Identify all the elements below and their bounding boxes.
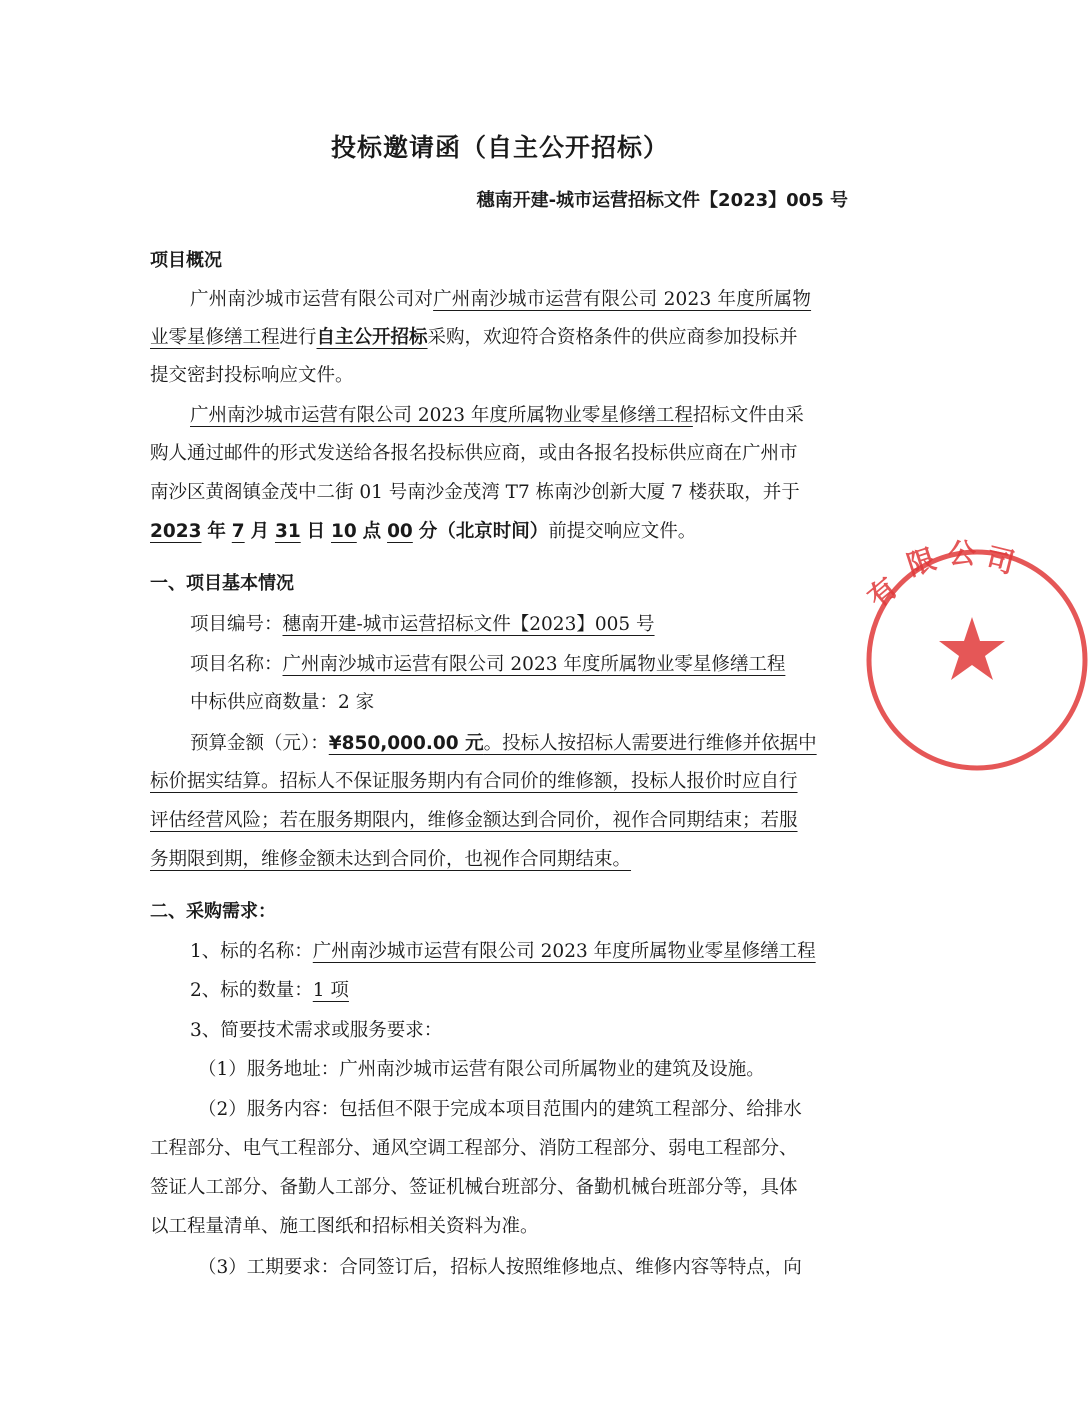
overview-paragraph-2-line-3: 南沙区黄阁镇金茂中二街 01 号南沙金茂湾 T7 栋南沙创新大厦 7 楼获取，并于 (150, 482, 800, 503)
svg-text:有: 有 (861, 570, 904, 615)
sub-item-2-line-1: （2）服务内容：包括但不限于完成本项目范围内的建筑工程部分、给排水 (198, 1099, 802, 1120)
overview-paragraph-1-line-3: 提交密封投标响应文件。 (150, 365, 354, 386)
project-name-link: 广州南沙城市运营有限公司 2023 年度所属物业零星修缮工程 (190, 405, 693, 426)
project-name-value: 广州南沙城市运营有限公司 2023 年度所属物业零星修缮工程 (282, 654, 786, 675)
deadline-year: 2023 (150, 521, 202, 542)
project-code-line (190, 610, 850, 640)
text-segment: 进行 (279, 327, 317, 348)
budget-note: 。投标人按招标人需要进行维修并依据中 (483, 733, 817, 754)
sub-item-2-line-2: 工程部分、电气工程部分、通风空调工程部分、消防工程部分、弱电工程部分、 (150, 1138, 798, 1159)
item-2-label: 2、标的数量： (190, 980, 313, 1001)
overview-paragraph-1-line-2 (150, 323, 850, 353)
sub-item-2-line-4: 以工程量清单、施工图纸和招标相关资料为准。 (150, 1216, 539, 1237)
svg-text:限: 限 (902, 542, 940, 583)
sub-item-3-line-1: （3）工期要求：合同签订后，招标人按照维修地点、维修内容等特点，向 (198, 1257, 802, 1278)
overview-paragraph-1-line-1 (190, 285, 850, 315)
document-title: 投标邀请函（自主公开招标） (330, 133, 669, 162)
project-name-link: 业零星修缮工程 (150, 327, 280, 348)
sub-item-2-line-3: 签证人工部分、备勤人工部分、签证机械台班部分、备勤机械台班部分等，具体 (150, 1177, 798, 1198)
item-1-line (190, 937, 850, 967)
section-1-heading: 一、项目基本情况 (150, 573, 294, 594)
item-2-value: 1 项 (312, 980, 349, 1001)
item-3-line: 3、简要技术需求或服务要求： (190, 1020, 443, 1041)
deadline-minute: 00 (387, 521, 413, 542)
deadline-hour: 10 (331, 521, 357, 542)
budget-line-2: 标价据实结算。招标人不保证服务期内有合同价的维修额，投标人报价时应自行 (150, 771, 798, 792)
section-2-heading: 二、采购需求： (150, 901, 276, 922)
project-name-line (190, 650, 850, 680)
text-segment: 点 (362, 521, 382, 542)
budget-value: ¥850,000.00 元 (328, 733, 484, 754)
text-segment: 年 (207, 521, 226, 542)
document-number: 穗南开建-城市运营招标文件【2023】005 号 (476, 190, 848, 211)
winner-count-line: 中标供应商数量：2 家 (190, 692, 375, 713)
item-1-value: 广州南沙城市运营有限公司 2023 年度所属物业零星修缮工程 (312, 941, 816, 962)
svg-text:司: 司 (982, 541, 1018, 580)
overview-heading: 项目概况 (150, 250, 222, 271)
company-seal-stamp (861, 537, 1092, 775)
overview-paragraph-2-line-1 (190, 401, 850, 431)
item-2-line (190, 976, 850, 1006)
project-code-value: 穗南开建-城市运营招标文件【2023】005 号 (282, 614, 655, 635)
item-1-label: 1、标的名称： (190, 941, 313, 962)
text-segment: 招标文件由采 (692, 405, 804, 426)
deadline-line (150, 517, 850, 547)
svg-text:公: 公 (948, 537, 977, 570)
deadline-month: 7 (231, 521, 245, 542)
text-segment: 分 (418, 521, 438, 542)
budget-line-1 (190, 729, 850, 759)
procurement-method: 自主公开招标 (316, 327, 428, 348)
text-segment: 广州南沙城市运营有限公司对 (190, 289, 434, 310)
project-name-link: 广州南沙城市运营有限公司 2023 年度所属物 (433, 289, 812, 310)
budget-line-4: 务期限到期，维修金额未达到合同价，也视作合同期结束。 (150, 849, 632, 870)
deadline-timezone: （北京时间） (437, 521, 549, 542)
overview-paragraph-2-line-2: 购人通过邮件的形式发送给各报名投标供应商，或由各报名投标供应商在广州市 (150, 443, 798, 464)
project-name-label: 项目名称： (190, 654, 283, 675)
text-segment: 前提交响应文件。 (548, 521, 697, 542)
sub-item-1: （1）服务地址：广州南沙城市运营有限公司所属物业的建筑及设施。 (198, 1059, 765, 1080)
project-code-label: 项目编号： (190, 614, 283, 635)
text-segment: 采购，欢迎符合资格条件的供应商参加投标并 (427, 327, 798, 348)
text-segment: 月 (250, 521, 270, 542)
deadline-day: 31 (274, 521, 301, 542)
text-segment: 日 (306, 521, 326, 542)
budget-label: 预算金额（元）： (190, 733, 329, 754)
budget-line-3: 评估经营风险；若在服务期限内，维修金额达到合同价，视作合同期结束；若服 (150, 810, 798, 831)
